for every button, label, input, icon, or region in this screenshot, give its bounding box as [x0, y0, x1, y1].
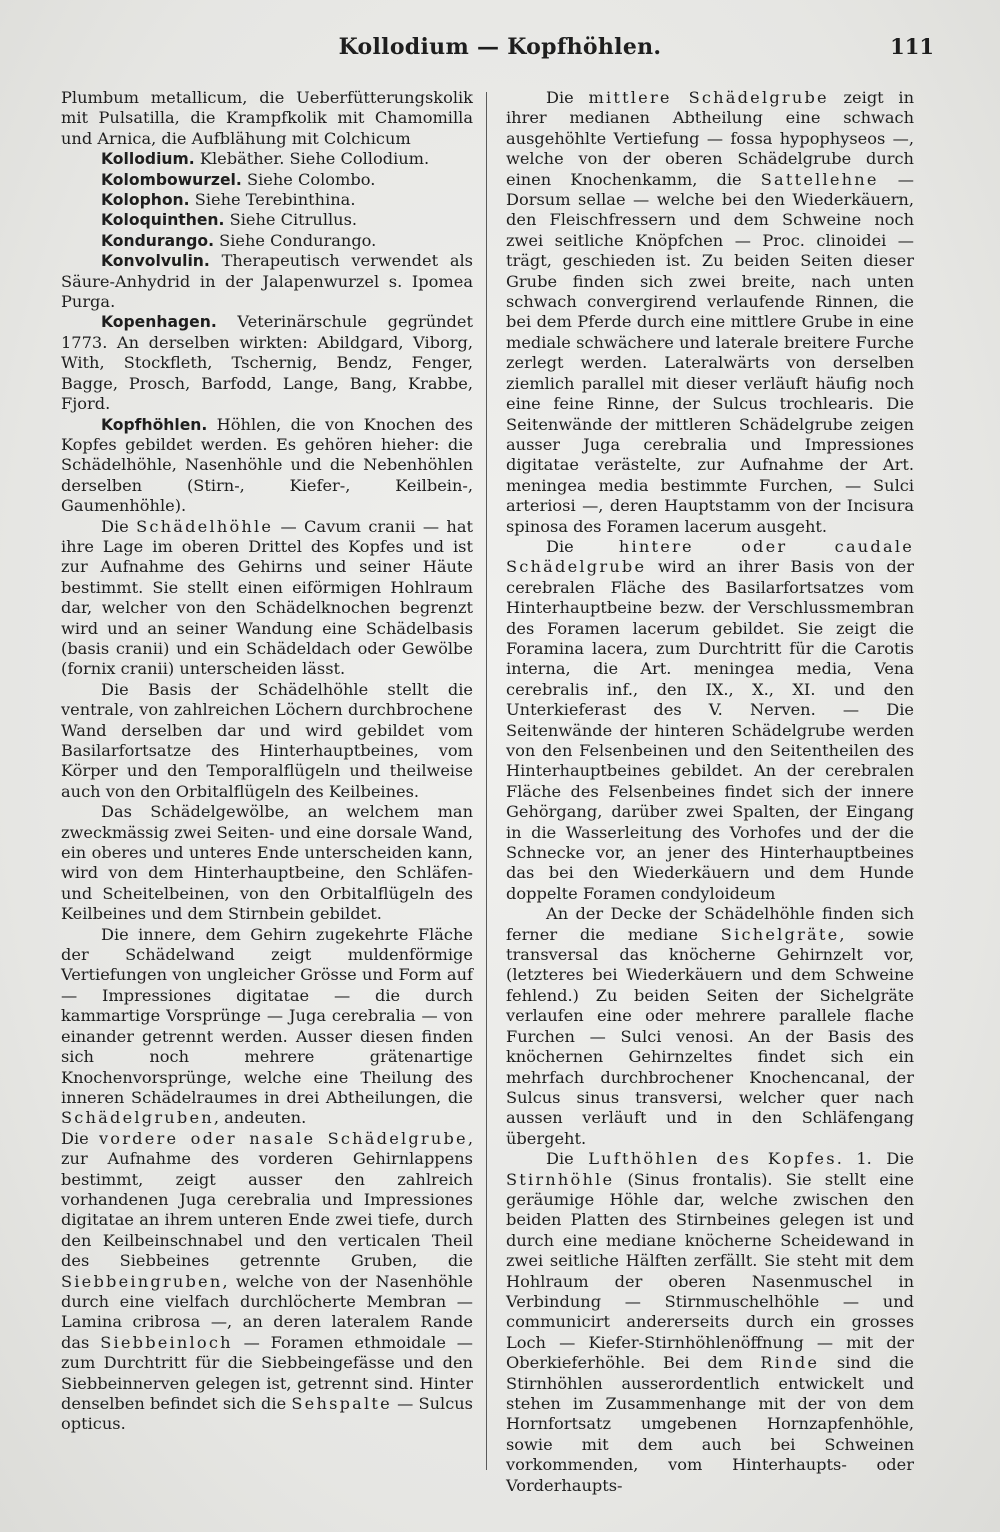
text-run: Das Schädelgewölbe, an welchem man zweckmässig zwei Seiten- und eine dorsale Wand, ein oberes und unteres Ende unterscheiden kann, wird von dem Hinterhauptbeine, den Schläfen- und Scheitelbeinen, von den Orbitalflügeln des Keilbeines und dem Stirnbein gebildet.	[61, 802, 473, 924]
text-run: Die	[101, 516, 137, 536]
spaced-term: Sattellehne	[760, 169, 879, 189]
spaced-term: Stirnhöhle	[506, 1169, 615, 1189]
text-run: wird an ihrer Basis von der cerebralen Fläche des Basilarfortsatzes vom Hinterhauptbeine bezw. der Verschlussmembran des Foramen lacerum gebildet. Sie zeigt die Foramina lacera, zum Durchtritt für die Carotis interna, die Art. meningea media, Vena cerebralis inf., den IX., X., XI. und den Unterkieferast des V. Nerven. — Die Seitenwände der hinteren Schädelgrube werden von den Felsenbeinen und den Seitentheilen des Hinterhauptbeines gebildet. An der cerebralen Fläche des Felsenbeines findet sich der innere Gehörgang, darüber zwei Spalten, der Eingang in die Wasserleitung des Vorhofes und der die Schnecke vor, an jener des Hinterhauptbeines das bei den Wiederkäuern und dem Hunde doppelte Foramen condyloideum	[506, 557, 914, 903]
text-run: . 1. Die	[836, 1149, 914, 1169]
text-run: Höhlen, die von Knochen des Kopfes gebildet werden. Es gehören hieher: die Schädelhöhle, Nasenhöhle und die Nebenhöhlen derselben (Stirn-, Kiefer-, Keilbein-, Gaumenhöhle).	[61, 414, 473, 516]
paragraph	[61, 312, 473, 414]
entry-keyword: Kollodium.	[101, 150, 195, 169]
spaced-term: Siebbeinloch	[100, 1332, 233, 1352]
page-title: Kollodium — Kopfhöhlen.	[338, 34, 662, 60]
text-run: , welche von der Nasenhöhle durch eine vielfach durchlöcherte Membran — Lamina cribrosa —, an deren lateralem Rande das	[61, 1271, 473, 1352]
spaced-term: mittlere Schädelgrube	[588, 88, 829, 107]
text-run: (Sinus frontalis). Sie stellt eine geräumige Höhle dar, welche zwischen den beiden Platten des Stirnbeines gelegen ist und durch eine mediane knöcherne Scheidewand in zwei seitliche Hälften zerfällt. Sie steht mit dem Hohlraum der oberen Nasenmuschel in Verbindung — Stirnmuschelhöhle — und communicirt andererseits durch ein grosses Loch — Kiefer-Stirnhöhlenöffnung — mit der Oberkieferhöhle. Bei dem	[506, 1169, 914, 1373]
text-run: Die innere, dem Gehirn zugekehrte Fläche der Schädelwand zeigt muldenförmige Vertiefungen von ungleicher Grösse und Form auf — Impressiones digitatae — die durch kammartige Vorsprünge — Juga cerebralia — von einander getrennt werden. Ausser diesen finden sich noch mehrere grätenartige Knochenvorsprünge, welche eine Theilung des inneren Schädelraumes in drei Abtheilungen, die	[61, 924, 473, 1107]
paragraph	[506, 537, 914, 904]
paragraph	[61, 251, 473, 312]
page-number: 111	[890, 34, 934, 59]
running-head	[0, 30, 1000, 66]
text-run: — Foramen ethmoidale — zum Durchtritt für die Siebbeingefässe und den Siebbeinnerven gelegen ist, getrennt sind. Hinter denselben befindet sich die	[61, 1332, 473, 1413]
spaced-term: hintere oder caudale Schädelgrube	[506, 536, 914, 577]
text-run: sind die Stirnhöhlen ausserordentlich entwickelt und stehen im Zusammenhange mit der von dem Hornfortsatz umgebenen Hornzapfenhöhle, sowie mit dem auch bei Schweinen vorkommenden, vom Hinterhaupts- oder Vorderhaupts-	[506, 1353, 914, 1495]
entry-keyword: Kopenhagen.	[101, 313, 217, 332]
spaced-term: Siebbeingruben	[61, 1271, 223, 1291]
text-run: Siehe Citrullus.	[224, 210, 358, 230]
paragraph	[61, 1129, 473, 1435]
text-run: zeigt in ihrer medianen Abtheilung eine schwach ausgehöhlte Vertiefung — fossa hypophyseos —, welche von der oberen Schädelgrube durch einen Knochenkamm, die	[506, 88, 914, 189]
spaced-term: Sichelgräte	[720, 924, 840, 944]
paragraph	[61, 231, 473, 251]
text-run: , sowie transversal das knöcherne Gehirnzelt vor, (letzteres bei Wiederkäuern und dem Schweine fehlend.) Zu beiden Seiten der Sichelgräte verlaufen eine oder mehrere parallele flache Furchen — Sulci venosi. An der Basis des knöchernen Gehirnzeltes findet sich ein mehrfach durchbrochener Knochencanal, der Sulcus sinus transversi, welcher quer nach aussen verläuft und in den Schläfengang übergeht.	[506, 924, 914, 1148]
paragraph	[61, 149, 473, 169]
paragraph	[61, 415, 473, 517]
spaced-term: vordere oder nasale Schädelgrube	[98, 1128, 468, 1148]
entry-keyword: Kolombowurzel.	[101, 170, 242, 189]
spaced-term: Sehspalte	[291, 1394, 392, 1413]
text-run: , zur Aufnahme des vorderen Gehirnlappens bestimmt, zeigt ausser den zahlreich vorhandenen Juga cerebralia und Impressiones digitatae an ihrem unteren Ende zwei tiefe, durch den Keilbeinschnabel und den verticalen Theil des Siebbeines getrennte Gruben, die	[61, 1128, 473, 1271]
text-run: Die	[61, 1128, 99, 1148]
entry-keyword: Koloquinthen.	[101, 211, 225, 230]
text-run: Siehe Colombo.	[241, 169, 376, 189]
paragraph	[61, 802, 473, 924]
paragraph	[61, 680, 473, 802]
text-run: — Dorsum sellae — welche bei den Wiederkäuern, den Fleischfressern und dem Schweine noch zwei seitliche Knöpfchen — Proc. clinoidei — trägt, geschieden ist. Zu beiden Seiten dieser Grube finden sich zwei breite, nach unten schwach convergirend verlaufende Rinnen, die bei dem Pferde durch eine mittlere Grube in eine mediale schwächere und laterale breitere Furche zerlegt werden. Lateralwärts von derselben ziemlich parallel mit dieser verläuft häufig noch eine feine Rinne, der Sulcus trochlearis. Die Seitenwände der mittleren Schädelgrube zeigen ausser Juga cerebralia und Impressiones digitatae verästelte, zur Aufnahme der Art. meningea media bestimmte Furchen, — Sulci arteriosi —, deren Hauptstamm von der Incisura spinosa des Foramen lacerum ausgeht.	[506, 169, 914, 536]
text-run: An der Decke der Schädelhöhle finden sich ferner die mediane	[506, 904, 914, 944]
text-run: Plumbum metallicum, die Ueberfütterungskolik mit Pulsatilla, die Krampfkolik mit Chamomilla und Arnica, die Aufblähung mit Colchicum	[61, 88, 473, 148]
spaced-term: Schädelhöhle	[136, 516, 274, 536]
text-run: Die	[546, 536, 619, 556]
text-run: Veterinärschule gegründet 1773. An derselben wirkten: Abildgard, Viborg, With, Stockfleth, Tschernig, Bendz, Fenger, Bagge, Prosch, Barfodd, Lange, Bang, Krabbe, Fjord.	[61, 312, 473, 414]
text-run: Therapeutisch verwendet als Säure-Anhydrid in der Jalapenwurzel s. Ipomea Purga.	[61, 251, 473, 312]
text-run: , andeuten.	[213, 1108, 307, 1128]
paragraph	[61, 517, 473, 680]
paragraph	[61, 925, 473, 1129]
entry-keyword: Kondurango.	[101, 231, 215, 250]
paragraph	[61, 190, 473, 210]
text-run: Die	[546, 1149, 589, 1169]
paragraph	[506, 88, 914, 537]
paragraph	[506, 904, 914, 1149]
right-column	[506, 88, 914, 1496]
column-divider	[486, 92, 487, 1470]
entry-keyword: Kopfhöhlen.	[101, 415, 208, 434]
spaced-term: Schädelgruben	[61, 1108, 214, 1128]
spaced-term: Rinde	[760, 1353, 820, 1373]
text-run: Die Basis der Schädelhöhle stellt die ventrale, von zahlreichen Löchern durchbrochene Wand derselben dar und wird gebildet vom Basilarfortsatze des Hinterhauptbeines, vom Körper und den Temporalflügeln und theilweise auch von den Orbitalflügeln des Keilbeines.	[61, 679, 473, 801]
entry-keyword: Kolophon.	[101, 191, 190, 210]
text-run: Die	[546, 88, 589, 107]
entry-keyword: Konvolvulin.	[101, 252, 210, 271]
text-run: Siehe Terebinthina.	[189, 190, 356, 210]
paragraph	[61, 170, 473, 190]
left-column	[61, 88, 473, 1435]
paragraph	[61, 88, 473, 149]
paragraph	[506, 1149, 914, 1496]
paragraph	[61, 210, 473, 230]
spaced-term: Lufthöhlen des Kopfes	[588, 1149, 837, 1169]
text-run: — Sulcus opticus.	[61, 1394, 473, 1434]
text-run: — Cavum cranii — hat ihre Lage im oberen Drittel des Kopfes und ist zur Aufnahme des Gehirns und seiner Häute bestimmt. Sie stellt einen eiförmigen Hohlraum dar, welcher von den Schädelknochen begrenzt wird und an seiner Wandung eine Schädelbasis (basis cranii) und ein Schädeldach oder Gewölbe (fornix cranii) unterscheiden lässt.	[61, 516, 473, 679]
text-run: Klebäther. Siehe Collodium.	[194, 149, 430, 169]
text-run: Siehe Condurango.	[214, 230, 377, 250]
